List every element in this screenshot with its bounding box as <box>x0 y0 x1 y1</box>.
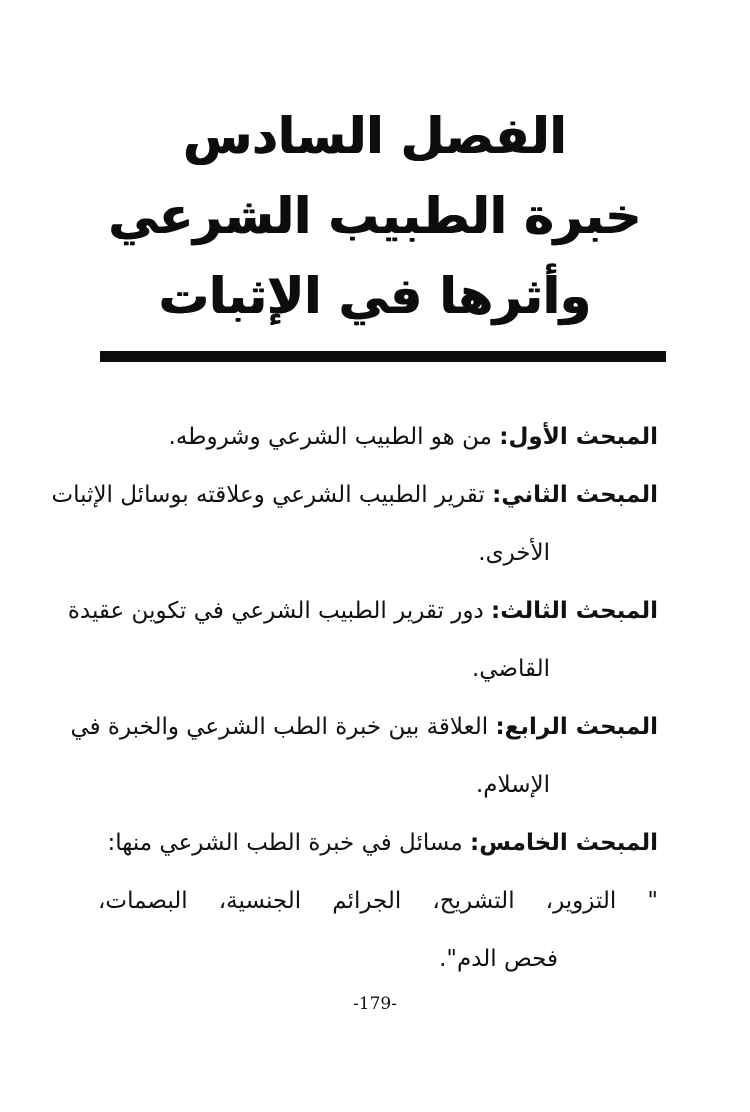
section-item-1 <box>98 408 658 466</box>
section-item-3 <box>67 582 658 640</box>
section-4-continuation: الإسلام. <box>475 772 550 798</box>
section-item-4 <box>70 698 658 756</box>
section-item-2 <box>51 466 658 524</box>
examples-line-2: فحص الدم". <box>439 946 558 972</box>
chapter-title-line-2: خبرة الطبيب الشرعي <box>108 187 642 245</box>
title-divider <box>100 351 666 362</box>
section-3-label: المبحث الثالث: <box>491 598 658 624</box>
section-2-text: تقرير الطبيب الشرعي وعلاقته بوسائل الإثبات <box>51 482 485 508</box>
section-4-text: العلاقة بين خبرة الطب الشرعي والخبرة في <box>70 714 489 740</box>
section-2-label: المبحث الثاني: <box>492 482 658 508</box>
section-list <box>51 408 658 988</box>
chapter-title-line-3: وأثرها في الإثبات <box>158 267 592 325</box>
page-number: -179- <box>353 994 397 1014</box>
section-3-text: دور تقرير الطبيب الشرعي في تكوين عقيدة <box>67 598 484 624</box>
section-item-5 <box>98 814 658 872</box>
section-1-label: المبحث الأول: <box>499 424 658 450</box>
section-2-continuation: الأخرى. <box>478 540 550 566</box>
examples-line-1: " التزوير، التشريح، الجرائم الجنسية، البصمات، <box>98 888 658 914</box>
section-3-continuation: القاضي. <box>471 656 550 682</box>
section-4-label: المبحث الرابع: <box>495 714 658 740</box>
section-1-text: من هو الطبيب الشرعي وشروطه. <box>168 424 492 450</box>
chapter-title <box>60 96 690 336</box>
section-5-text: مسائل في خبرة الطب الشرعي منها: <box>107 830 463 856</box>
section-5-label: المبحث الخامس: <box>470 830 658 856</box>
chapter-title-line-1: الفصل السادس <box>183 107 567 165</box>
